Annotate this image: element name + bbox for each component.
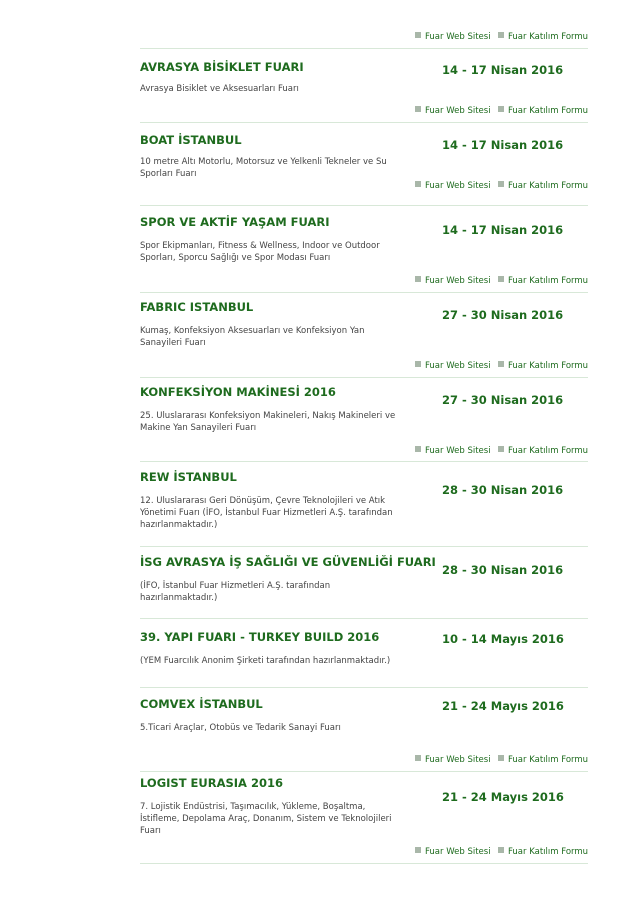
event-description: (İFO, İstanbul Fuar Hizmetleri A.Ş. tarafından hazırlanmaktadır.) — [140, 581, 331, 603]
divider — [140, 122, 588, 123]
fair-website-link[interactable]: Fuar Web Sitesi — [415, 180, 491, 192]
event-description: 25. Uluslararası Konfeksiyon Makineleri, Nakış Makineleri ve Makine Yan Sanayileri Fuarı — [140, 411, 396, 433]
event-item — [0, 133, 638, 193]
link-bullet-icon — [415, 847, 421, 853]
event-description: Avrasya Bisiklet ve Aksesuarları Fuarı — [140, 84, 299, 94]
event-title[interactable]: COMVEX İSTANBUL — [140, 697, 263, 711]
link-bullet-icon — [498, 361, 504, 367]
event-title[interactable]: SPOR VE AKTİF YAŞAM FUARI — [140, 215, 330, 229]
divider — [140, 546, 588, 547]
divider — [140, 687, 588, 688]
event-date: 21 - 24 Mayıs 2016 — [442, 790, 564, 804]
event-title[interactable]: İSG AVRASYA İŞ SAĞLIĞI VE GÜVENLİĞİ FUARI — [140, 555, 436, 569]
link-bullet-icon — [415, 361, 421, 367]
link-bullet-icon — [498, 276, 504, 282]
divider — [140, 48, 588, 49]
link-bullet-icon — [498, 106, 504, 112]
event-title[interactable]: LOGIST EURASIA 2016 — [140, 776, 283, 790]
event-description: 7. Lojistik Endüstrisi, Taşımacılık, Yükleme, Boşaltma, İstifleme, Depolama Araç, Donanım, Sistem ve Teknolojileri Fuarı — [140, 802, 392, 836]
event-title[interactable]: FABRIC ISTANBUL — [140, 300, 254, 314]
event-item — [0, 60, 638, 120]
event-date: 14 - 17 Nisan 2016 — [442, 63, 564, 77]
fair-registration-form-link[interactable]: Fuar Katılım Formu — [498, 275, 588, 287]
event-title[interactable]: REW İSTANBUL — [140, 470, 237, 484]
event-date: 27 - 30 Nisan 2016 — [442, 393, 564, 407]
fair-website-link[interactable]: Fuar Web Sitesi — [415, 31, 491, 43]
event-description: 5.Ticari Araçlar, Otobüs ve Tedarik Sanayi Fuarı — [140, 723, 341, 733]
divider — [140, 292, 588, 293]
event-item — [0, 697, 638, 765]
event-description: (YEM Fuarcılık Anonim Şirketi tarafından hazırlanmaktadır.) — [140, 656, 391, 666]
fair-registration-form-link[interactable]: Fuar Katılım Formu — [498, 445, 588, 457]
link-bullet-icon — [498, 446, 504, 452]
event-date: 28 - 30 Nisan 2016 — [442, 483, 564, 497]
fair-registration-form-link[interactable]: Fuar Katılım Formu — [498, 105, 588, 117]
link-bullet-icon — [498, 181, 504, 187]
link-bullet-icon — [415, 32, 421, 38]
event-date: 21 - 24 Mayıs 2016 — [442, 699, 564, 713]
divider — [140, 863, 588, 864]
link-bullet-icon — [415, 755, 421, 761]
fair-website-link[interactable]: Fuar Web Sitesi — [415, 754, 491, 766]
event-item — [0, 776, 638, 856]
link-bullet-icon — [498, 847, 504, 853]
fair-website-link[interactable]: Fuar Web Sitesi — [415, 275, 491, 287]
event-item — [0, 300, 638, 371]
link-bullet-icon — [415, 446, 421, 452]
fair-registration-form-link[interactable]: Fuar Katılım Formu — [498, 31, 588, 43]
link-bullet-icon — [498, 32, 504, 38]
fair-registration-form-link[interactable]: Fuar Katılım Formu — [498, 360, 588, 372]
link-bullet-icon — [415, 276, 421, 282]
event-date: 27 - 30 Nisan 2016 — [442, 308, 564, 322]
event-title[interactable]: 39. YAPI FUARI - TURKEY BUILD 2016 — [140, 630, 380, 644]
divider — [140, 377, 588, 378]
divider — [140, 205, 588, 206]
event-date: 14 - 17 Nisan 2016 — [442, 138, 564, 152]
event-date: 28 - 30 Nisan 2016 — [442, 563, 564, 577]
event-item — [0, 630, 638, 680]
event-item — [0, 385, 638, 456]
fair-registration-form-link[interactable]: Fuar Katılım Formu — [498, 754, 588, 766]
divider — [140, 618, 588, 619]
event-item — [0, 555, 638, 610]
fair-website-link[interactable]: Fuar Web Sitesi — [415, 445, 491, 457]
divider — [140, 461, 588, 462]
fair-registration-form-link[interactable]: Fuar Katılım Formu — [498, 180, 588, 192]
fair-website-link[interactable]: Fuar Web Sitesi — [415, 105, 491, 117]
fair-website-link[interactable]: Fuar Web Sitesi — [415, 360, 491, 372]
event-title[interactable]: KONFEKSİYON MAKİNESİ 2016 — [140, 385, 336, 399]
event-description: Kumaş, Konfeksiyon Aksesuarları ve Konfeksiyon Yan Sanayileri Fuarı — [140, 326, 365, 348]
event-description: 10 metre Altı Motorlu, Motorsuz ve Yelkenli Tekneler ve Su Sporları Fuarı — [140, 157, 387, 179]
event-description: 12. Uluslararası Geri Dönüşüm, Çevre Teknolojileri ve Atık Yönetimi Fuarı (İFO, İstanbul Fuar Hizmetleri A.Ş. tarafından hazırlanmaktadır.) — [140, 496, 393, 530]
event-item — [0, 215, 638, 286]
event-description: Spor Ekipmanları, Fitness & Wellness, Indoor ve Outdoor Sporları, Sporcu Sağlığı ve Spor Modası Fuarı — [140, 241, 380, 263]
event-date: 14 - 17 Nisan 2016 — [442, 223, 564, 237]
link-bullet-icon — [498, 755, 504, 761]
divider — [140, 771, 588, 772]
fair-website-link[interactable]: Fuar Web Sitesi — [415, 846, 491, 858]
event-title[interactable]: AVRASYA BİSİKLET FUARI — [140, 60, 304, 74]
event-title[interactable]: BOAT İSTANBUL — [140, 133, 242, 147]
event-date: 10 - 14 Mayıs 2016 — [442, 632, 564, 646]
fair-registration-form-link[interactable]: Fuar Katılım Formu — [498, 846, 588, 858]
link-bullet-icon — [415, 181, 421, 187]
link-bullet-icon — [415, 106, 421, 112]
event-item — [0, 470, 638, 540]
